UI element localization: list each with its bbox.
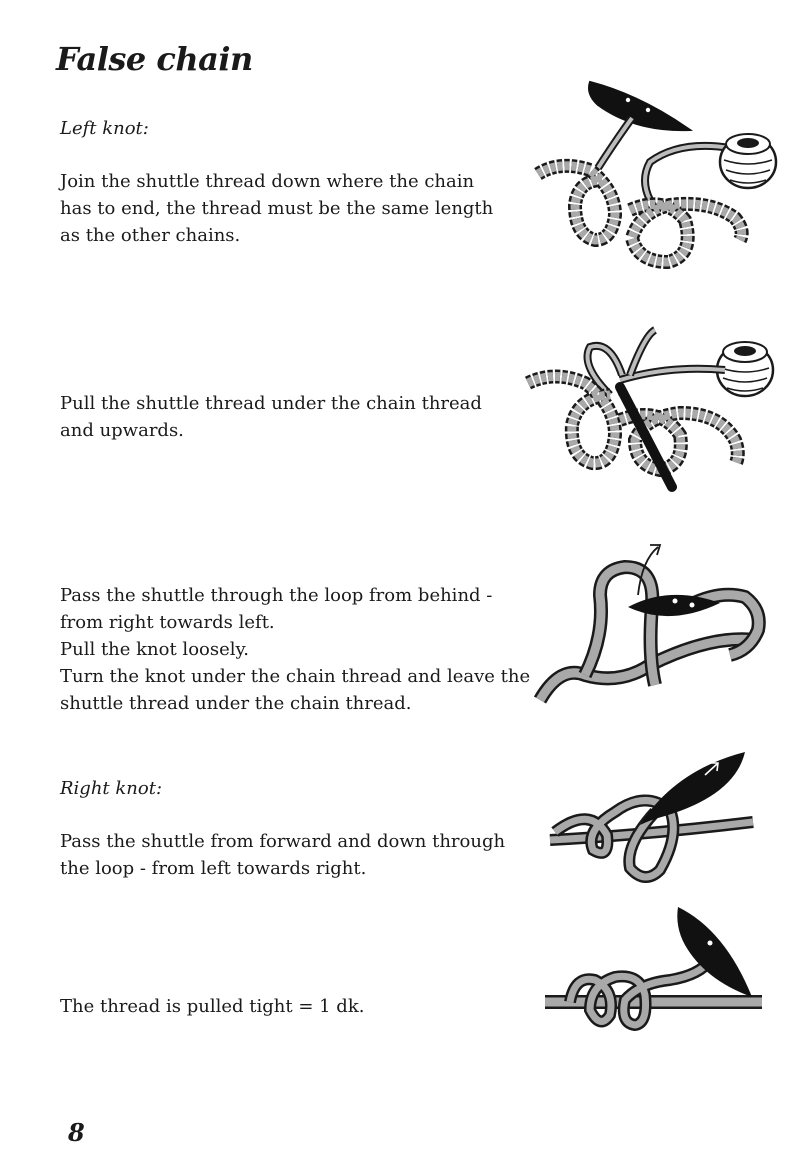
step3-line: Pull the knot loosely.: [60, 639, 250, 660]
illustration-step4: [545, 750, 770, 890]
step5-text: [60, 993, 364, 1020]
step5-line: The thread is pulled tight = 1 dk.: [60, 996, 365, 1017]
step3-line: Turn the knot under the chain thread and leave the: [60, 666, 531, 687]
thread-ball-icon: [720, 134, 776, 188]
page-title: False chain: [56, 40, 253, 78]
illustration-step1: [520, 70, 790, 280]
step3-line: from right towards left.: [60, 612, 275, 633]
step1-line: Join the shuttle thread down where the chain: [60, 171, 475, 192]
step1-line: as the other chains.: [60, 225, 241, 246]
step1-text: [60, 168, 493, 249]
step1-line: has to end, the thread must be the same length: [60, 198, 494, 219]
step3-line: Pass the shuttle through the loop from behind -: [60, 585, 493, 606]
tatting-shuttle-icon: [677, 907, 752, 997]
illustration-step3: [530, 535, 780, 725]
illustration-step2: [520, 325, 790, 495]
thread-ball-icon: [717, 342, 773, 396]
step4-text: [60, 828, 505, 882]
tatting-shuttle-icon: [618, 387, 672, 487]
step3-line: shuttle thread under the chain thread.: [60, 693, 412, 714]
step4-line: Pass the shuttle from forward and down through: [60, 831, 506, 852]
right-knot-heading: Right knot:: [60, 778, 163, 799]
tatting-shuttle-icon: [589, 82, 690, 130]
step2-text: [60, 390, 482, 444]
step2-line: and upwards.: [60, 420, 184, 441]
step4-line: the loop - from left towards right.: [60, 858, 367, 879]
page-number: 8: [68, 1118, 85, 1147]
step2-line: Pull the shuttle thread under the chain thread: [60, 393, 482, 414]
tatting-shuttle-icon: [640, 752, 745, 825]
step3-text: [60, 582, 530, 717]
left-knot-heading: Left knot:: [60, 118, 149, 139]
illustration-step5: [540, 905, 770, 1045]
